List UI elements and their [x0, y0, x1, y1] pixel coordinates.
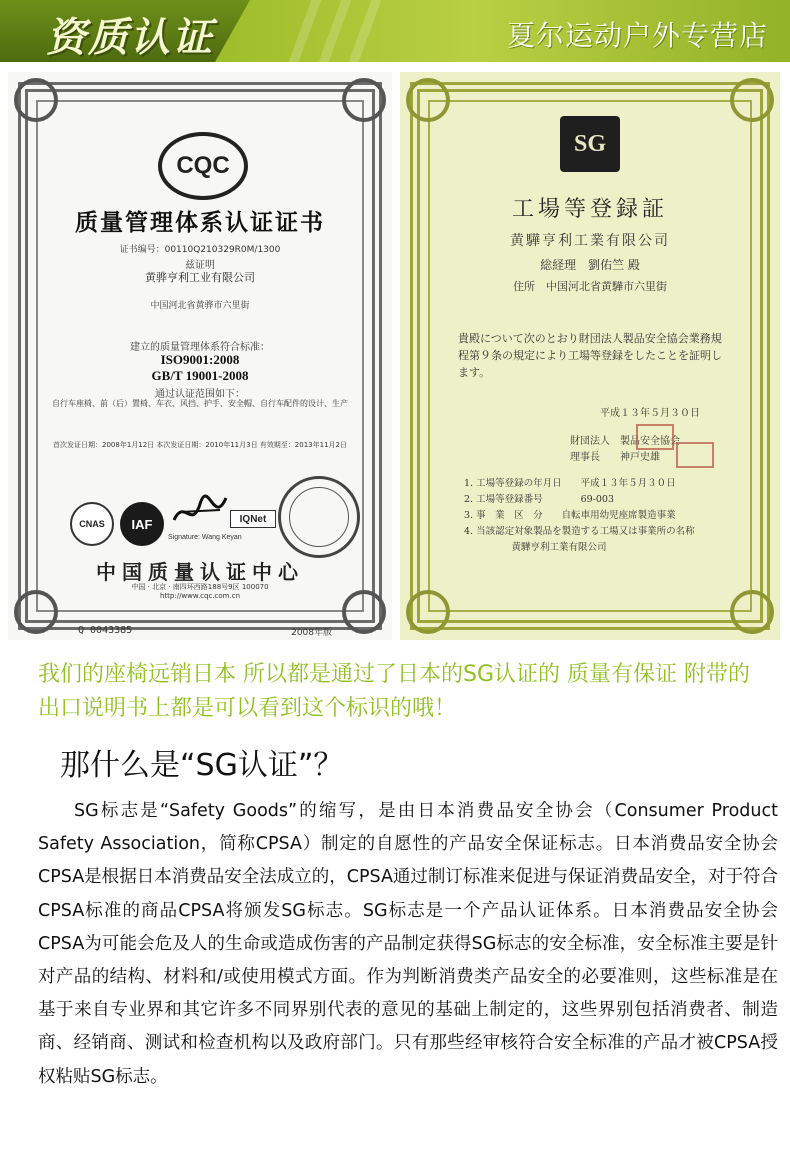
sg-detail-item: 黄驊亨利工業有限公司: [464, 542, 607, 553]
certification-seal: [278, 476, 360, 558]
decorative-stripe: [289, 0, 322, 62]
standard-iso: ISO9001:2008: [160, 352, 240, 367]
scope-text: 自行车座椅、前（后）置椅、车衣、风挡、护手、安全帽、自行车配件的设计、生产: [52, 399, 348, 408]
section-heading: 那什么是“SG认证”？: [60, 748, 344, 783]
standard-statement: 建立的质量管理体系符合标准：: [130, 342, 270, 353]
signature-image: [170, 490, 230, 534]
iaf-badge: IAF: [120, 502, 164, 546]
cqc-certificate-image: [8, 72, 392, 640]
corner-ornament: [730, 78, 774, 122]
sg-detail-item: 4. 当該認定対象製品を製造する工場又は事業所の名称: [464, 526, 695, 537]
highlight-text: 我们的座椅远销日本 所以都是通过了日本的SG认证的 质量有保证 附带的出口说明书上都是可以看到这个标识的哦！: [38, 662, 750, 721]
sg-issuer-org: 財団法人 製品安全協会: [570, 436, 680, 447]
sg-company: 黄驊亨利工業有限公司: [510, 233, 670, 249]
standard-gbt: GB/T 19001-2008: [151, 368, 249, 383]
corner-ornament: [406, 78, 450, 122]
sg-detail-item: 1. 工場等登録の年月日 平成１３年５月３０日: [464, 478, 676, 489]
sg-body-text: 貴殿について次のとおり財団法人製品安全協会業務規程第９条の規定により工場等登録をしたことを証明します。: [458, 332, 722, 379]
company-name: 黄骅亨利工业有限公司: [145, 271, 255, 284]
header-banner: [0, 0, 790, 62]
sg-date: 平成１３年５月３０日: [600, 408, 700, 419]
cert-number-line: 证书编号：00110Q210329R0M/1300: [119, 245, 281, 255]
red-seal-stamp: [636, 424, 674, 450]
decorative-stripe: [319, 0, 352, 62]
iqnet-badge: IQNet: [230, 510, 276, 528]
dates-line: 首次发证日期：2008年1月12日 本次发证日期：2010年11月3日 有效期至：2013年11月2日: [53, 441, 347, 449]
red-seal-stamp: [676, 442, 714, 468]
header-title: 资质认证: [46, 15, 214, 61]
sg-address: 住所 中国河北省黄驊市六里街: [513, 280, 667, 293]
signature-caption: Signature: Wang Keyan: [168, 534, 242, 541]
sg-detail-item: 3. 事 業 区 分 自転車用幼児座席製造事業: [464, 510, 676, 521]
sg-manager: 総経理 劉佑竺 殿: [540, 258, 640, 272]
corner-ornament: [14, 78, 58, 122]
cqc-logo: CQC: [158, 132, 248, 200]
holder-label: 兹证明: [185, 260, 215, 271]
sg-description-paragraph: SG标志是“Safety Goods”的缩写，是由日本消费品安全协会（Consumer Product Safety Association，简称CPSA）制定的自愿性的产品安全保证标志。日本消费品安全协会CPSA是根据日本消费品安全法成立的，CPSA通过制订标准来促进与保证消费品安全，对于符合CPSA标准的商品CPSA将颁发SG标志。SG标志是一个产品认证体系。日本消费品安全协会CPSA为可能会危及人的生命或造成伤害的产品制定获得SG标志的安全标准，安全标准主要是针对产品的结构、材料和/或使用模式方面。作为判断消费类产品安全的必要准则，这些标准是在基于来自专业界和其它许多不同界别代表的意见的基础上制定的，这些界别包括消费者、制造商、经销商、测试和检查机构以及政府部门。只有那些经审核符合安全标准的产品才被CPSA授权粘贴SG标志。: [38, 801, 778, 1087]
corner-ornament: [406, 590, 450, 634]
company-address: 中国河北省黄骅市六里街: [150, 301, 250, 311]
scope-label: 通过认证范围如下：: [155, 389, 245, 400]
issuer-address: 中国 · 北京 · 南四环西路188号9区 100070: [131, 583, 269, 591]
decorative-stripe: [349, 0, 382, 62]
store-name: 夏尔运动户外专营店: [506, 19, 768, 52]
sg-certificate-title: 工場等登録証: [511, 197, 668, 222]
sg-certificate-image: [400, 72, 780, 640]
issuer-website: http://www.cqc.com.cn: [159, 592, 241, 600]
corner-ornament: [342, 78, 386, 122]
sg-issuer-chair: 理事長 神戸史雄: [570, 452, 660, 463]
sg-detail-item: 2. 工場等登録番号 69-003: [464, 494, 615, 505]
corner-ornament: [730, 590, 774, 634]
cqc-certificate-title: 质量管理体系认证证书: [75, 209, 325, 236]
cnas-badge: CNAS: [70, 502, 114, 546]
sg-details-list: [464, 476, 734, 556]
issuer-name: 中国质量认证中心: [96, 560, 304, 584]
print-year: 2008年版: [291, 628, 332, 638]
sg-logo: SG: [560, 116, 620, 172]
serial-number: Q 0043385: [78, 625, 133, 636]
